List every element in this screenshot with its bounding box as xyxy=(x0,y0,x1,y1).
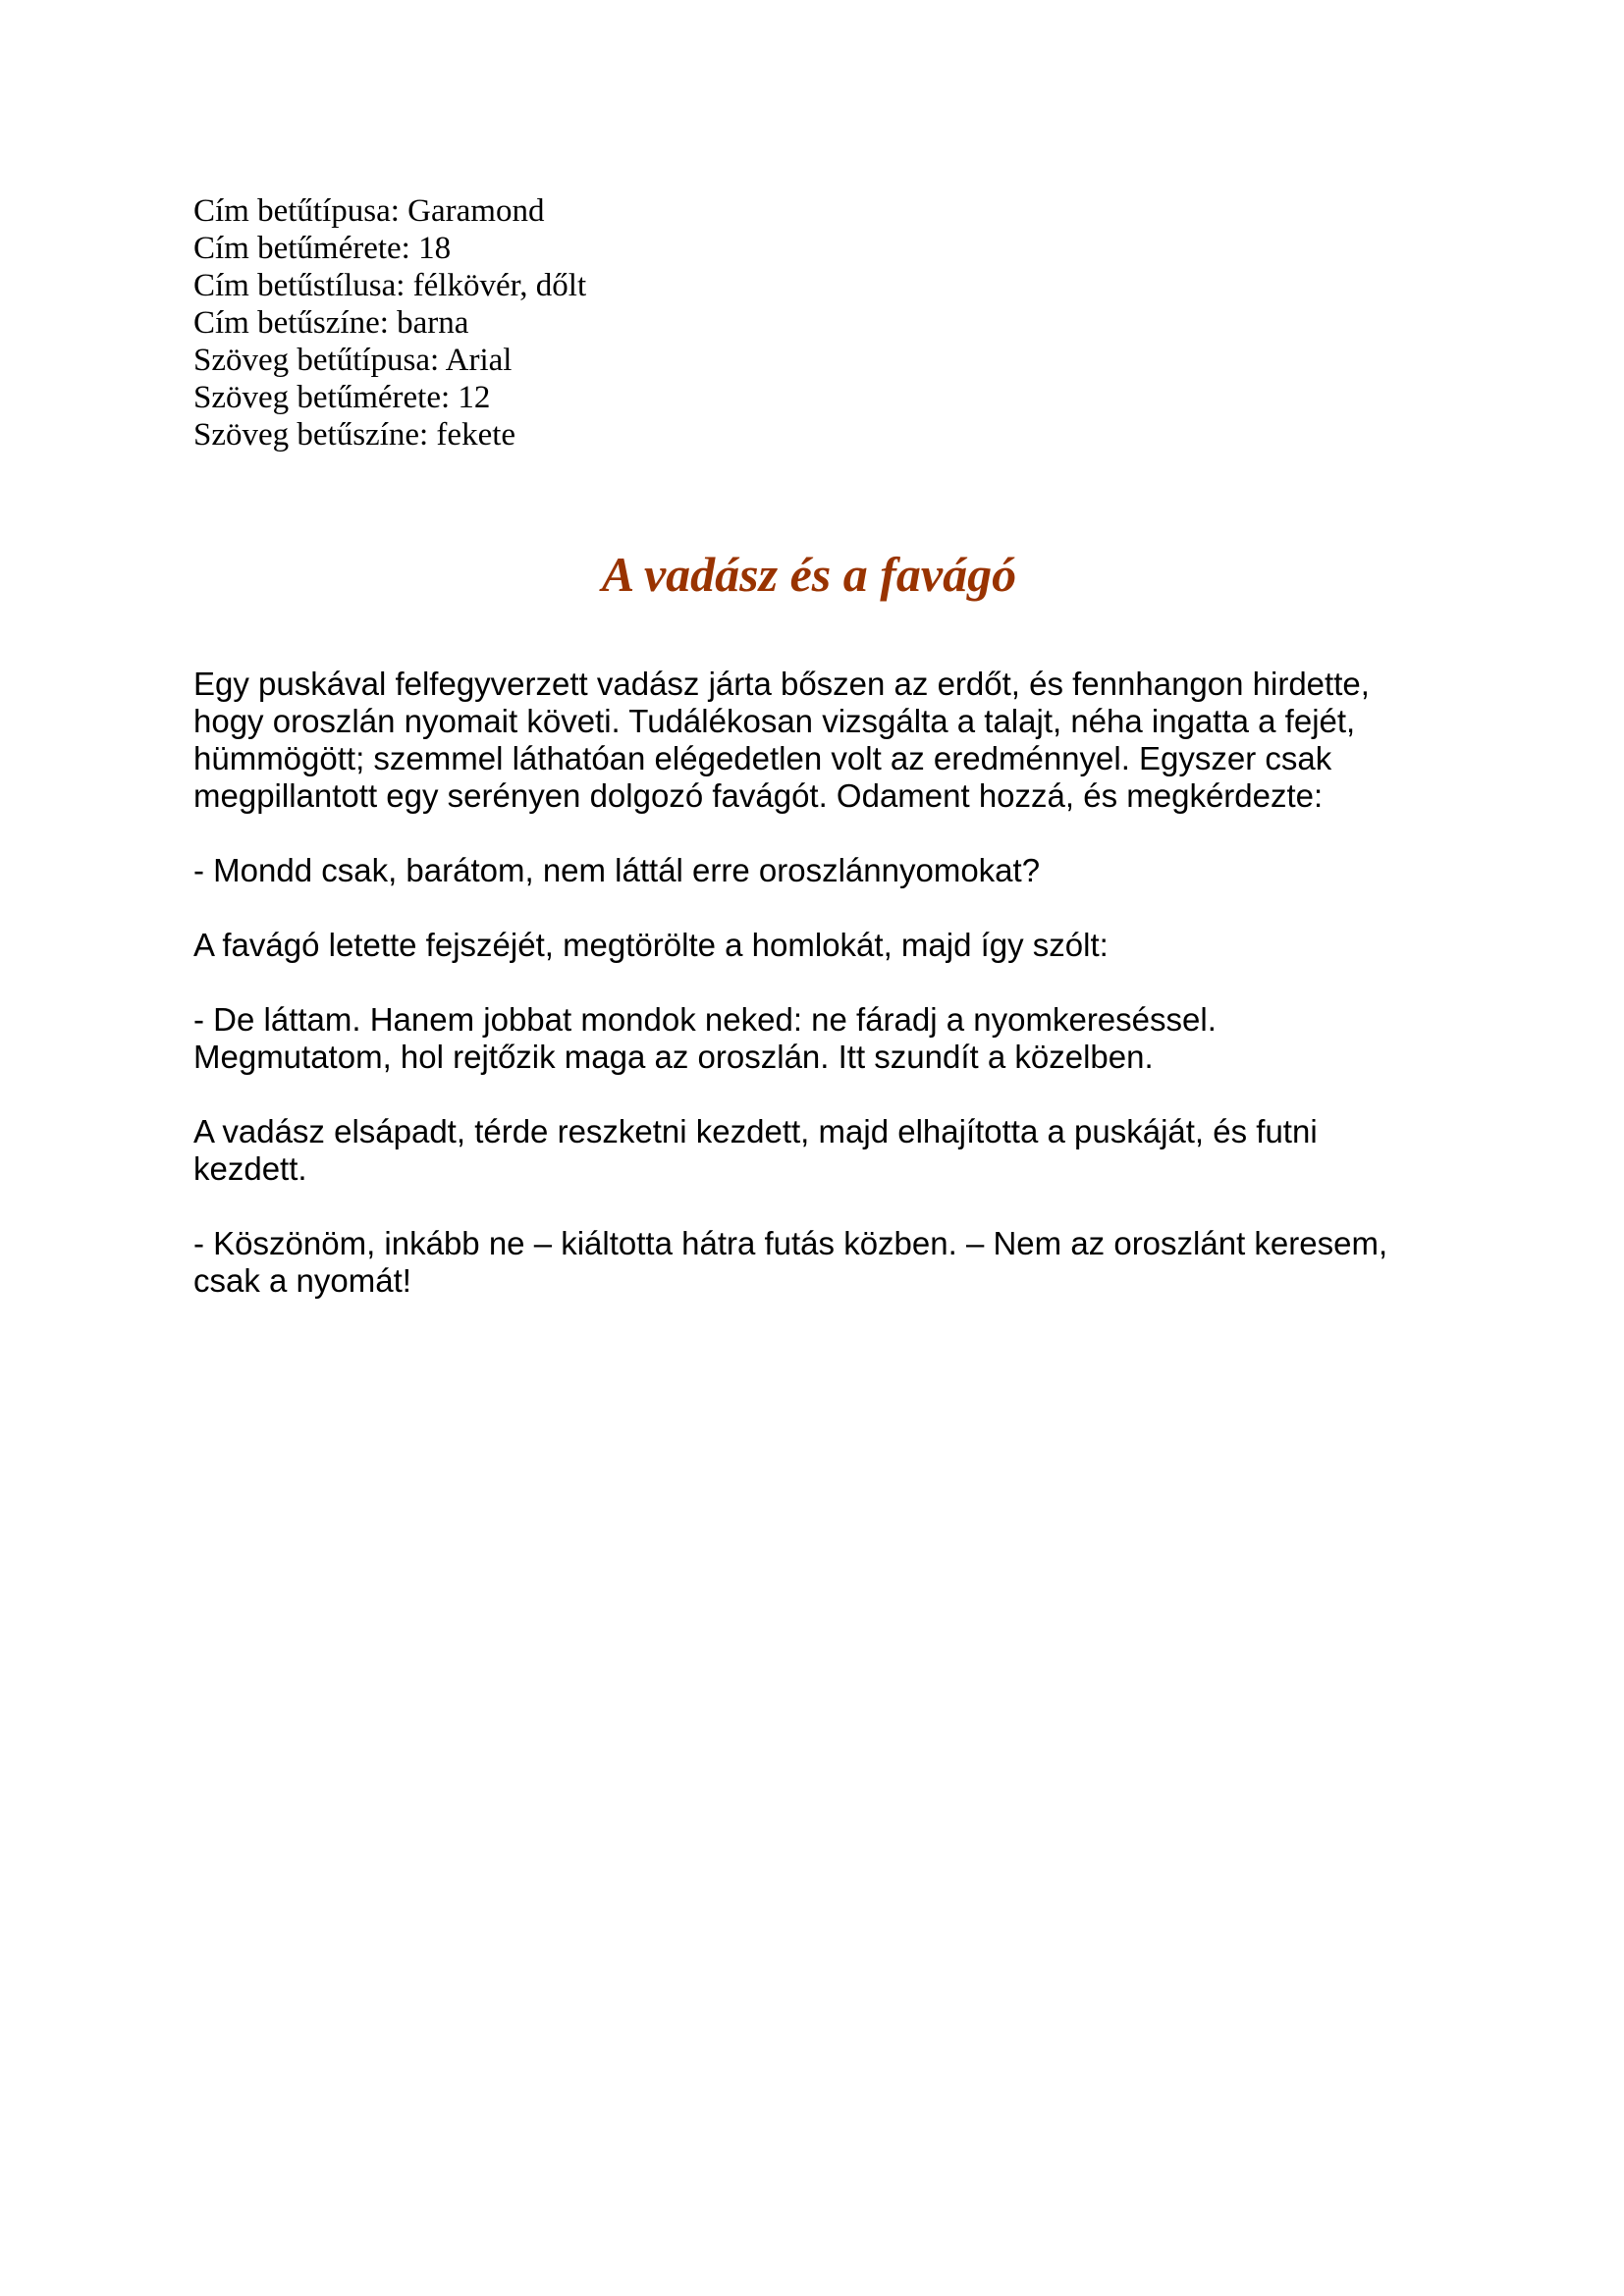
paragraph-line: Megmutatom, hol rejtőzik maga az oroszlán. Itt szundít a közelben. xyxy=(193,1039,1154,1075)
paragraph-line: A favágó letette fejszéjét, megtörölte a homlokát, majd így szólt: xyxy=(193,927,1109,963)
document-title: A vadász és a favágó xyxy=(601,547,1017,602)
paragraph-line: hogy oroszlán nyomait követi. Tudálékosan vizsgálta a talajt, néha ingatta a fejét, xyxy=(193,703,1356,739)
meta-line-title-color: Cím betűszíne: barna xyxy=(193,305,469,341)
paragraph-intro xyxy=(193,666,1425,815)
paragraph-hunter-question xyxy=(193,852,1425,889)
paragraph-hunter-shout xyxy=(193,1225,1425,1300)
paragraph-woodcutter-reply xyxy=(193,1001,1425,1076)
paragraph-line: csak a nyomát! xyxy=(193,1262,411,1299)
meta-line-body-color: Szöveg betűszíne: fekete xyxy=(193,417,516,453)
meta-line-title-font: Cím betűtípusa: Garamond xyxy=(193,193,545,229)
paragraph-line: - Mondd csak, barátom, nem láttál erre oroszlánnyomokat? xyxy=(193,852,1041,888)
font-metadata-block xyxy=(193,192,1425,454)
story-body xyxy=(193,666,1425,1337)
paragraph-line: Egy puskával felfegyverzett vadász járta bőszen az erdőt, és fennhangon hirdette, xyxy=(193,666,1370,702)
meta-line-title-style: Cím betűstílusa: félkövér, dőlt xyxy=(193,268,587,303)
meta-line-body-font: Szöveg betűtípusa: Arial xyxy=(193,343,513,378)
paragraph-hunter-flees xyxy=(193,1113,1425,1188)
paragraph-line: kezdett. xyxy=(193,1150,307,1187)
meta-line-body-size: Szöveg betűmérete: 12 xyxy=(193,380,491,415)
paragraph-line: - Köszönöm, inkább ne – kiáltotta hátra futás közben. – Nem az oroszlánt keresem, xyxy=(193,1225,1388,1261)
paragraph-line: megpillantott egy serényen dolgozó favágót. Odament hozzá, és megkérdezte: xyxy=(193,777,1324,814)
paragraph-line: A vadász elsápadt, térde reszketni kezdett, majd elhajította a puskáját, és futni xyxy=(193,1113,1318,1149)
meta-line-title-size: Cím betűmérete: 18 xyxy=(193,231,452,266)
paragraph-line: hümmögött; szemmel láthatóan elégedetlen volt az eredménnyel. Egyszer csak xyxy=(193,740,1332,776)
paragraph-line: - De láttam. Hanem jobbat mondok neked: ne fáradj a nyomkereséssel. xyxy=(193,1001,1217,1038)
paragraph-woodcutter-action xyxy=(193,927,1425,964)
